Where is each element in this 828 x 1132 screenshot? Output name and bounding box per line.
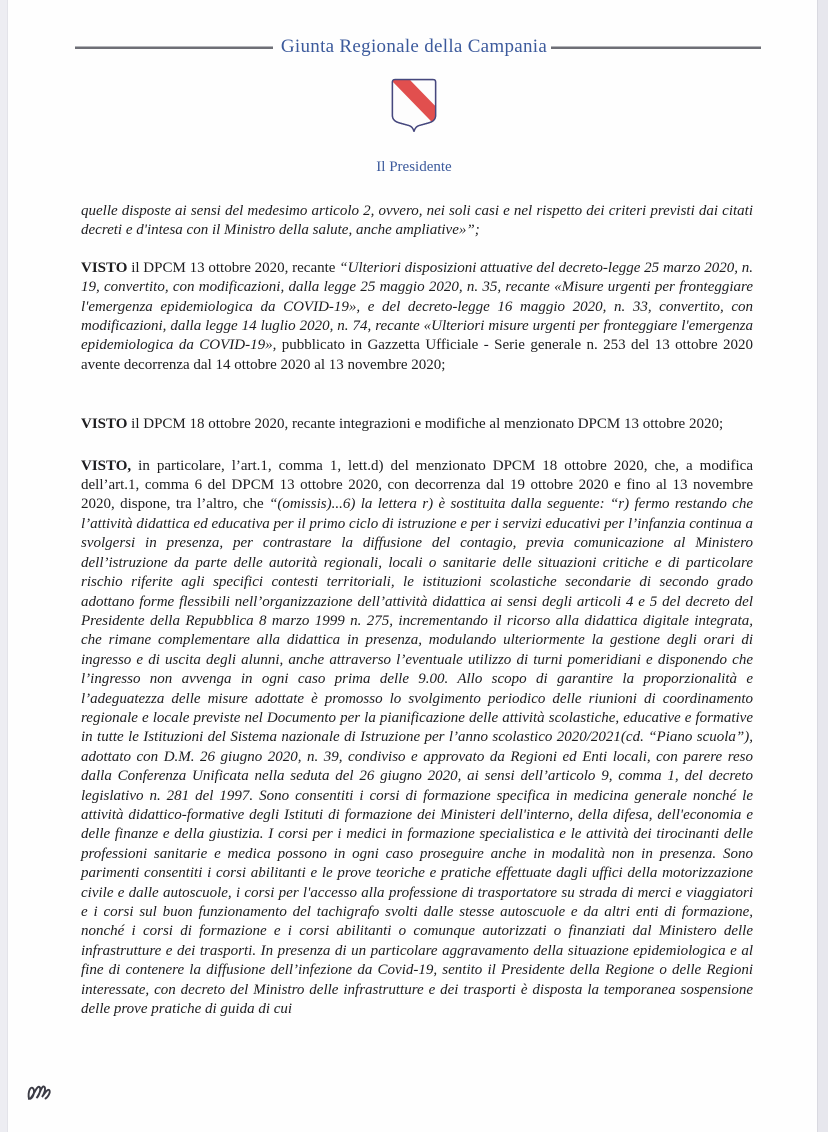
text-segment: pubblicato in Gazzetta Ufficiale - Serie generale n. 253 del 13 ottobre 2020 avente decorrenza dal 14 ottobre 2020 al 13 novembre 2020; — [81, 337, 753, 373]
text-segment: il DPCM 18 ottobre 2020, recante integrazioni e modifiche al menzionato DPCM 13 ottobre 2020; — [127, 416, 724, 433]
text-segment: “Ulteriori disposizioni attuative del decreto-legge 25 marzo 2020, n. 19, convertito, con modificazioni, dalla legge 25 maggio 2020, n. 35, recante «Misure urgenti per fronteggiare l'emergenza epidemiologica da COVID-19», e del decreto-legge 16 maggio 2020, n. 33, convertito, con modificazioni, dalla legge 14 luglio 2020, n. 74, recante «Ulteriori misure urgenti per fronteggiare l'emergenza epidemiologica da COVID-19», — [81, 259, 754, 354]
document-header — [0, 33, 828, 61]
page-title: Giunta Regionale della Campania — [280, 36, 548, 57]
text-segment: VISTO — [81, 416, 128, 433]
campania-coat-of-arms-icon — [390, 72, 438, 145]
header-rule-left — [75, 46, 273, 49]
text-segment: in particolare, l’art.1, comma 1, lett.d) del menzionato DPCM 18 ottobre 2020, che, a modifica dell’art.1, comma 6 del DPCM 13 ottobre 2020, con decorrenza dal 19 ottobre 2020 e fino al 13 novembre 2020, dispone, tra l’altro, che — [81, 457, 753, 513]
paragraph-visto-art1-lettera-r — [81, 457, 753, 1020]
text-segment: VISTO, — [81, 457, 132, 474]
paragraph-premessa — [81, 202, 753, 241]
handwritten-initials-icon — [26, 1078, 58, 1104]
header-rule-right — [551, 46, 761, 49]
text-segment: VISTO — [81, 259, 128, 276]
paragraph-visto-dpcm-18-ottobre — [81, 415, 753, 434]
text-segment: il DPCM 13 ottobre 2020, recante — [127, 259, 340, 276]
president-label: Il Presidente — [376, 159, 452, 175]
text-segment: “(omissis)...6) la lettera r) è sostituita dalla seguente: “r) fermo restando che l’attività didattica ed educativa per il primo ciclo di istruzione e per i servizi educativi per l’infanzia continua a svolgersi in presenza, per contrastare la diffusione del contagio, previa comunicazione al Ministero dell’istruzione da parte delle autorità regionali, locali o sanitarie delle situazioni critiche e di particolare rischio riferite agli specifici contesti territoriali, le istituzioni scolastiche secondarie di secondo grado adottano forme flessibili nell’organizzazione dell’attività didattica ai sensi degli articoli 4 e 5 del decreto del Presidente della Repubblica 8 marzo 1999 n. 275, incrementando il ricorso alla didattica digitale integrata, che rimane complementare alla didattica in presenza, modulando ulteriormente la gestione degli orari di ingresso e di uscita degli alunni, anche attraverso l’eventuale utilizzo di turni pomeridiani e disponendo che l’ingresso non avvenga in ogni caso prima delle 9.00. Allo scopo di garantire la proporzionalità e l’adeguatezza delle misure adottate è promosso lo svolgimento periodico delle riunioni di coordinamento regionale e locale previste nel Documento per la pianificazione delle attività scolastiche, educative e formative in tutte le Istituzioni del Sistema nazionale di Istruzione per l’anno scolastico 2020/2021(cd. “Piano scuola”), adottato con D.M. 26 giugno 2020, n. 39, condiviso e approvato da Regioni ed Enti locali, con parere reso dalla Conferenza Unificata nella seduta del 26 giugno 2020, ai sensi dell’articolo 9, comma 1, del decreto legislativo n. 281 del 1997. Sono consentiti i corsi di formazione specifica in medicina generale nonché le attività didattico-formative degli Istituti di formazione dei Ministeri dell'interno, della difesa, dell'economia e delle finanze e della giustizia. I corsi per i medici in formazione specialistica e le attività dei tirocinanti delle professioni sanitarie e medica possono in ogni caso proseguire anche in modalità non in presenza. Sono parimenti consentiti i corsi abilitanti e le prove teoriche e pratiche effettuate dagli uffici della motorizzazione civile e dalle autoscuole, i corsi per l'accesso alla professione di trasportatore su strada di merci e viaggiatori e i corsi sul buon funzionamento del tachigrafo svolti dalle stesse autoscuole e da altri enti di formazione, nonché i corsi di formazione e i corsi abilitanti o comunque autorizzati o finanziati dal Ministero delle infrastrutture e dei trasporti. In presenza di un particolare aggravamento della situazione epidemiologica e al fine di contenere la diffusione dell’infezione da Covid-19, sentito il Presidente della Regione o delle Regioni interessate, con decreto del Ministro delle infrastrutture e dei trasporti è disposta la temporanea sospensione delle prove pratiche di guida di cui — [81, 496, 754, 1018]
scan-edge-left — [0, 0, 8, 1132]
text-segment: quelle disposte ai sensi del medesimo articolo 2, ovvero, nei soli casi e nel rispetto dei criteri previsti dai citati decreti e d'intesa con il Ministro della salute, anche ampliative»”; — [81, 203, 753, 239]
scan-edge-right — [817, 0, 828, 1132]
paragraph-visto-dpcm-13-ottobre — [81, 259, 753, 375]
document-body — [81, 202, 753, 1019]
